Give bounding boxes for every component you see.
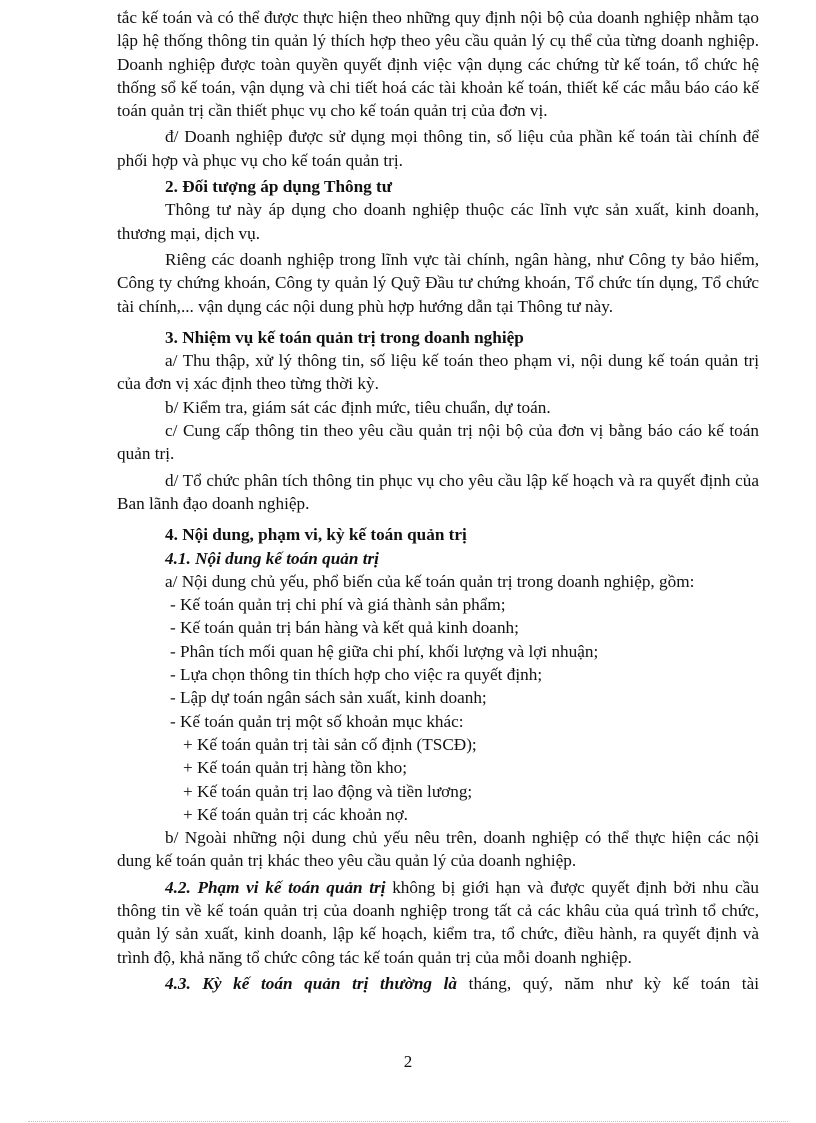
section-2-paragraph-2: Riêng các doanh nghiệp trong lĩnh vực tài chính, ngân hàng, như Công ty bảo hiểm, Công ty chứng khoán, Công ty quản lý Quỹ Đầu tư chứng khoán, Tổ chức tín dụng, Tổ chức tài chính,... vận dụng các nội dung phù hợp hướng dẫn tại Thông tư này.: [117, 249, 759, 316]
page-bottom-divider: [28, 1121, 788, 1122]
list-item: - Lựa chọn thông tin thích hợp cho việc ra quyết định;: [170, 665, 543, 685]
section-3-item-d: d/ Tổ chức phân tích thông tin phục vụ cho yêu cầu lập kế hoạch và ra quyết định của Ban lãnh đạo doanh nghiệp.: [117, 470, 759, 513]
section-4-2-lead: 4.2. Phạm vi kế toán quản trị: [165, 877, 386, 897]
section-4-3-lead: 4.3. Kỳ kế toán quản trị thường là: [165, 973, 458, 993]
paragraph-continued: tắc kế toán và có thể được thực hiện theo những quy định nội bộ của doanh nghiệp nhằm tạo lập hệ thống thông tin quản lý thích hợp theo yêu cầu quản lý cụ thể của từng doanh nghiệp. Doanh nghiệp được toàn quyền quyết định việc vận dụng các chứng từ kế toán, tổ chức hệ thống sổ kế toán, vận dụng và chi tiết hoá các tài khoản kế toán, thiết kế các mẫu báo cáo kế toán quản trị cần thiết phục vụ cho kế toán quản trị của đơn vị.: [117, 8, 759, 121]
sub-list-item: + Kế toán quản trị tài sản cố định (TSCĐ);: [183, 734, 477, 754]
sub-list-item: + Kế toán quản trị hàng tồn kho;: [183, 758, 408, 778]
list-item: - Lập dự toán ngân sách sản xuất, kinh doanh;: [170, 688, 487, 708]
section-2-heading: 2. Đối tượng áp dụng Thông tư: [165, 177, 393, 197]
section-3-item-a: a/ Thu thập, xử lý thông tin, số liệu kế toán theo phạm vi, nội dung kế toán quản trị của đơn vị xác định theo từng thời kỳ.: [117, 351, 759, 394]
section-4-3-text: tháng, quý, năm như kỳ kế toán tài: [457, 973, 759, 993]
section-4-2-text: không bị giới hạn và được quyết định bởi nhu cầu thông tin về kế toán quản trị của doanh nghiệp trong tất cả các khâu của quá trình tổ chức, quản lý sản xuất, kinh doanh, lập kế hoạch, kiểm tra, tổ chức, điều hành, ra quyết định và trình độ, khả năng tổ chức công tác kế toán quản trị của mỗi doanh nghiệp.: [117, 877, 759, 967]
list-item: - Kế toán quản trị một số khoản mục khác:: [170, 711, 464, 731]
document-page: [117, 6, 759, 995]
section-3-item-b: b/ Kiểm tra, giám sát các định mức, tiêu chuẩn, dự toán.: [165, 397, 551, 417]
list-item: - Kế toán quản trị chi phí và giá thành sản phẩm;: [170, 595, 506, 615]
section-4-2-paragraph: [117, 876, 759, 969]
list-item: - Kế toán quản trị bán hàng và kết quả kinh doanh;: [170, 618, 519, 638]
page-number: 2: [403, 1052, 413, 1071]
section-3-heading: 3. Nhiệm vụ kế toán quản trị trong doanh nghiệp: [165, 327, 524, 347]
sub-list-item: + Kế toán quản trị lao động và tiền lương;: [183, 781, 473, 801]
section-2-paragraph-1: Thông tư này áp dụng cho doanh nghiệp thuộc các lĩnh vực sản xuất, kinh doanh, thương mại, dịch vụ.: [117, 200, 759, 243]
section-4-heading: 4. Nội dung, phạm vi, kỳ kế toán quản trị: [165, 525, 467, 545]
list-item: - Phân tích mối quan hệ giữa chi phí, khối lượng và lợi nhuận;: [170, 641, 599, 661]
section-4-1-heading: 4.1. Nội dung kế toán quản trị: [165, 548, 379, 568]
section-3-item-c: c/ Cung cấp thông tin theo yêu cầu quản trị nội bộ của đơn vị bằng báo cáo kế toán quản trị.: [117, 421, 759, 464]
section-4-1-intro: a/ Nội dung chủ yếu, phổ biến của kế toán quản trị trong doanh nghiệp, gồm:: [165, 571, 695, 591]
section-4-1-item-b: b/ Ngoài những nội dung chủ yếu nêu trên, doanh nghiệp có thể thực hiện các nội dung kế toán quản trị khác theo yêu cầu quản lý của doanh nghiệp.: [117, 828, 759, 871]
paragraph-item-d: đ/ Doanh nghiệp được sử dụng mọi thông tin, số liệu của phần kế toán tài chính để phối hợp và phục vụ cho kế toán quản trị.: [117, 127, 759, 170]
section-4-3-paragraph: [117, 972, 759, 995]
sub-list-item: + Kế toán quản trị các khoản nợ.: [183, 804, 408, 824]
